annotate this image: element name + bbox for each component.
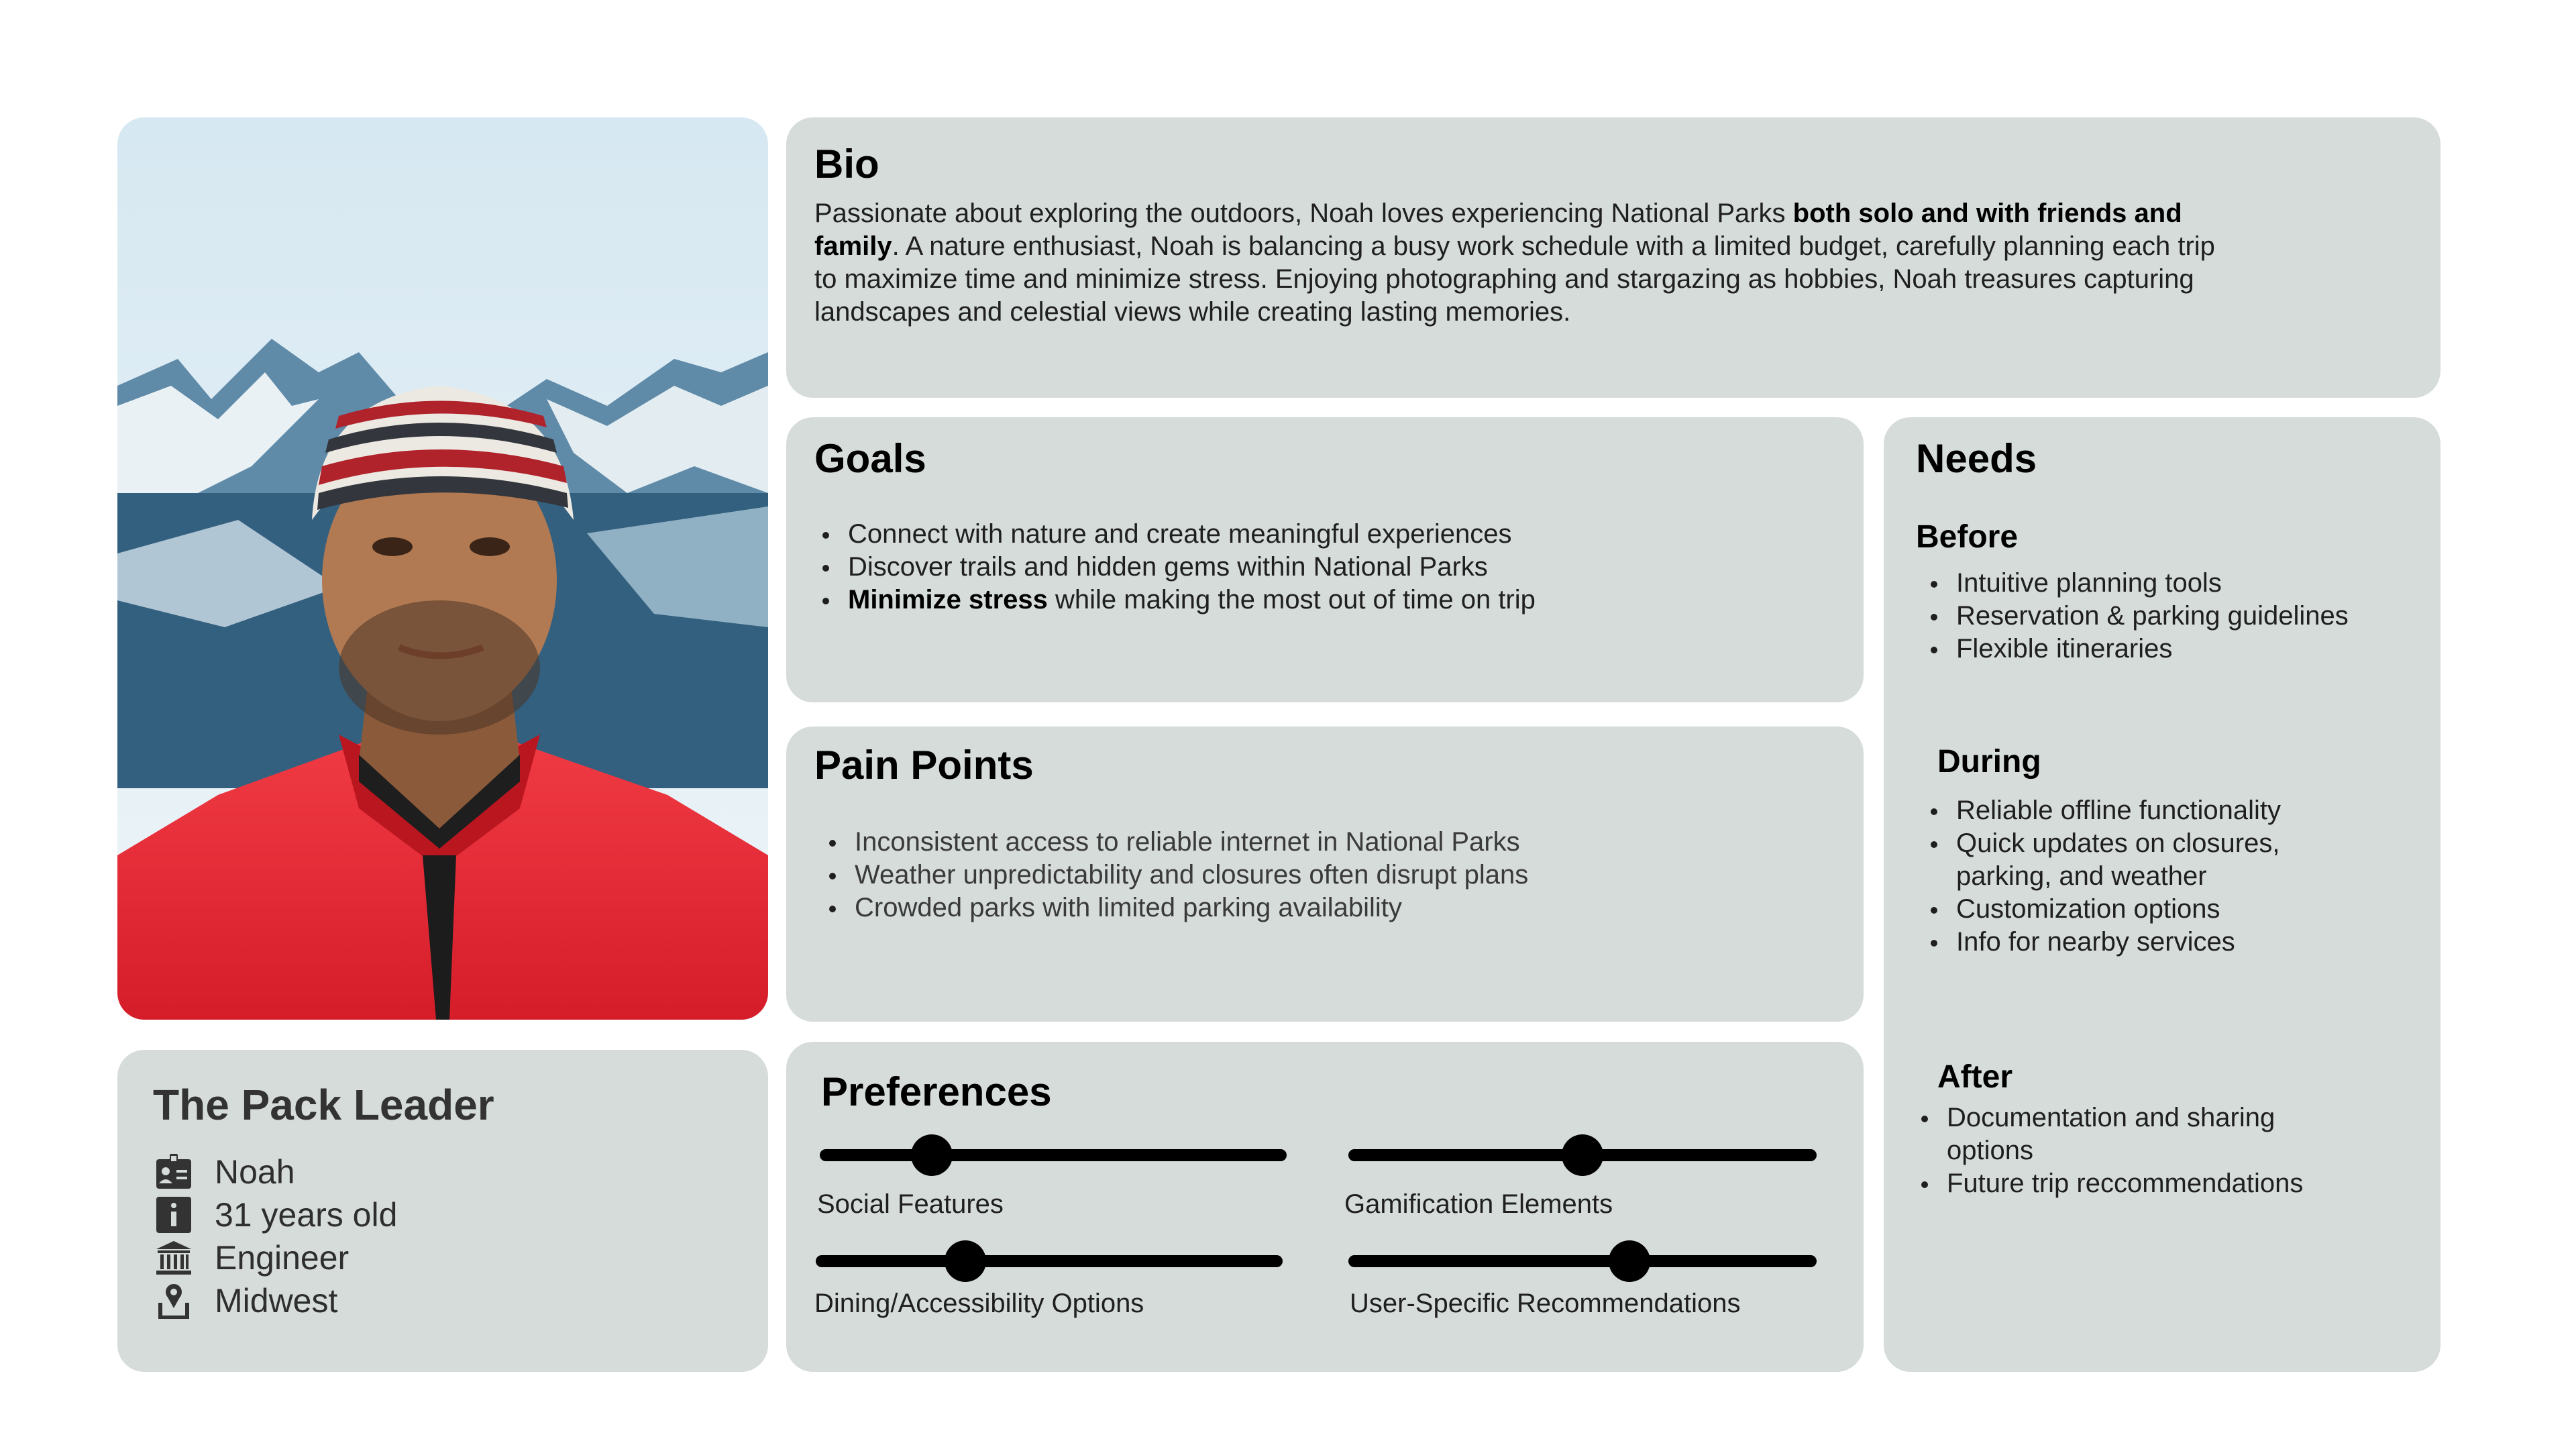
slider-label: Social Features: [817, 1189, 1004, 1219]
slider-track: [1348, 1255, 1817, 1267]
list-item: Intuitive planning tools: [1923, 567, 2419, 600]
persona-details: [153, 1150, 397, 1322]
needs-after-list: [1913, 1102, 2383, 1200]
persona-summary-card: [117, 1050, 768, 1372]
info-icon: [153, 1197, 195, 1233]
needs-card: [1884, 417, 2440, 1372]
slider-handle[interactable]: [911, 1134, 953, 1176]
list-item: Connect with nature and create meaningful experiences: [814, 518, 1536, 551]
detail-text: Engineer: [215, 1239, 350, 1277]
bio-emphasis: both solo and with friends and family: [814, 199, 2182, 261]
goals-title: Goals: [814, 436, 926, 481]
goals-card: [786, 417, 1864, 702]
slider-label: User-Specific Recommendations: [1350, 1289, 1741, 1318]
needs-title: Needs: [1916, 436, 2037, 481]
detail-text: Noah: [215, 1153, 295, 1191]
slider-user-recommendations[interactable]: [1348, 1235, 1817, 1282]
detail-occupation: [153, 1236, 397, 1279]
list-item: Customization options: [1923, 893, 2298, 926]
id-card-icon: [153, 1154, 195, 1190]
slider-track: [820, 1149, 1287, 1161]
preferences-card: [786, 1042, 1864, 1372]
bio-card: [786, 117, 2440, 398]
needs-before-heading: Before: [1916, 519, 2019, 555]
list-item: Documentation and sharing options: [1913, 1102, 2322, 1167]
pain-points-list: [821, 826, 1528, 924]
slider-track: [816, 1255, 1283, 1267]
slider-label: Gamification Elements: [1344, 1189, 1613, 1219]
needs-after-heading: After: [1937, 1059, 2013, 1095]
slider-social-features[interactable]: [820, 1129, 1287, 1176]
slider-handle[interactable]: [1609, 1240, 1650, 1282]
detail-age: [153, 1193, 397, 1236]
slider-gamification[interactable]: [1348, 1129, 1817, 1176]
list-item: Discover trails and hidden gems within National Parks: [814, 551, 1536, 584]
needs-during-list: [1923, 794, 2298, 959]
list-item: Reservation & parking guidelines: [1923, 600, 2419, 633]
list-item: Future trip reccommendations: [1913, 1167, 2383, 1200]
persona-photo: [117, 117, 768, 1020]
detail-text: Midwest: [215, 1282, 338, 1320]
list-item: Weather unpredictability and closures often disrupt plans: [821, 859, 1528, 892]
pain-points-title: Pain Points: [814, 743, 1034, 788]
detail-name: [153, 1150, 397, 1193]
list-item: Flexible itineraries: [1923, 633, 2419, 665]
portrait-image: [117, 117, 768, 1020]
slider-handle[interactable]: [945, 1240, 986, 1282]
detail-text: 31 years old: [215, 1196, 398, 1234]
list-item: Crowded parks with limited parking availability: [821, 892, 1528, 924]
slider-dining-accessibility[interactable]: [816, 1235, 1283, 1282]
bio-title: Bio: [814, 142, 879, 186]
pain-points-card: [786, 727, 1864, 1022]
goals-list: [814, 518, 1536, 616]
detail-location: [153, 1279, 397, 1322]
bio-text: Passionate about exploring the outdoors, Noah loves experiencing National Parks both solo and with friends and family. A nature enthusiast, Noah is balancing a busy work schedule with a limited budget, carefully planning each trip to maximize time and minimize stress. Enjoying photographing and stargazing as hobbies, Noah treasures capturing landscapes and celestial views while creating lasting memories.: [814, 199, 2215, 327]
slider-label: Dining/Accessibility Options: [814, 1289, 1144, 1318]
list-item: Minimize stress while making the most out of time on trip: [814, 584, 1536, 616]
needs-before-list: [1923, 567, 2419, 665]
list-item: Inconsistent access to reliable internet in National Parks: [821, 826, 1528, 859]
list-item: Info for nearby services: [1923, 926, 2298, 959]
persona-title: The Pack Leader: [153, 1081, 494, 1129]
bank-icon: [153, 1240, 195, 1276]
map-pin-icon: [153, 1283, 195, 1319]
list-item: Quick updates on closures, parking, and weather: [1923, 827, 2298, 893]
preferences-title: Preferences: [821, 1069, 1052, 1114]
needs-during-heading: During: [1937, 744, 2041, 780]
slider-handle[interactable]: [1562, 1134, 1603, 1176]
list-item: Reliable offline functionality: [1923, 794, 2298, 827]
